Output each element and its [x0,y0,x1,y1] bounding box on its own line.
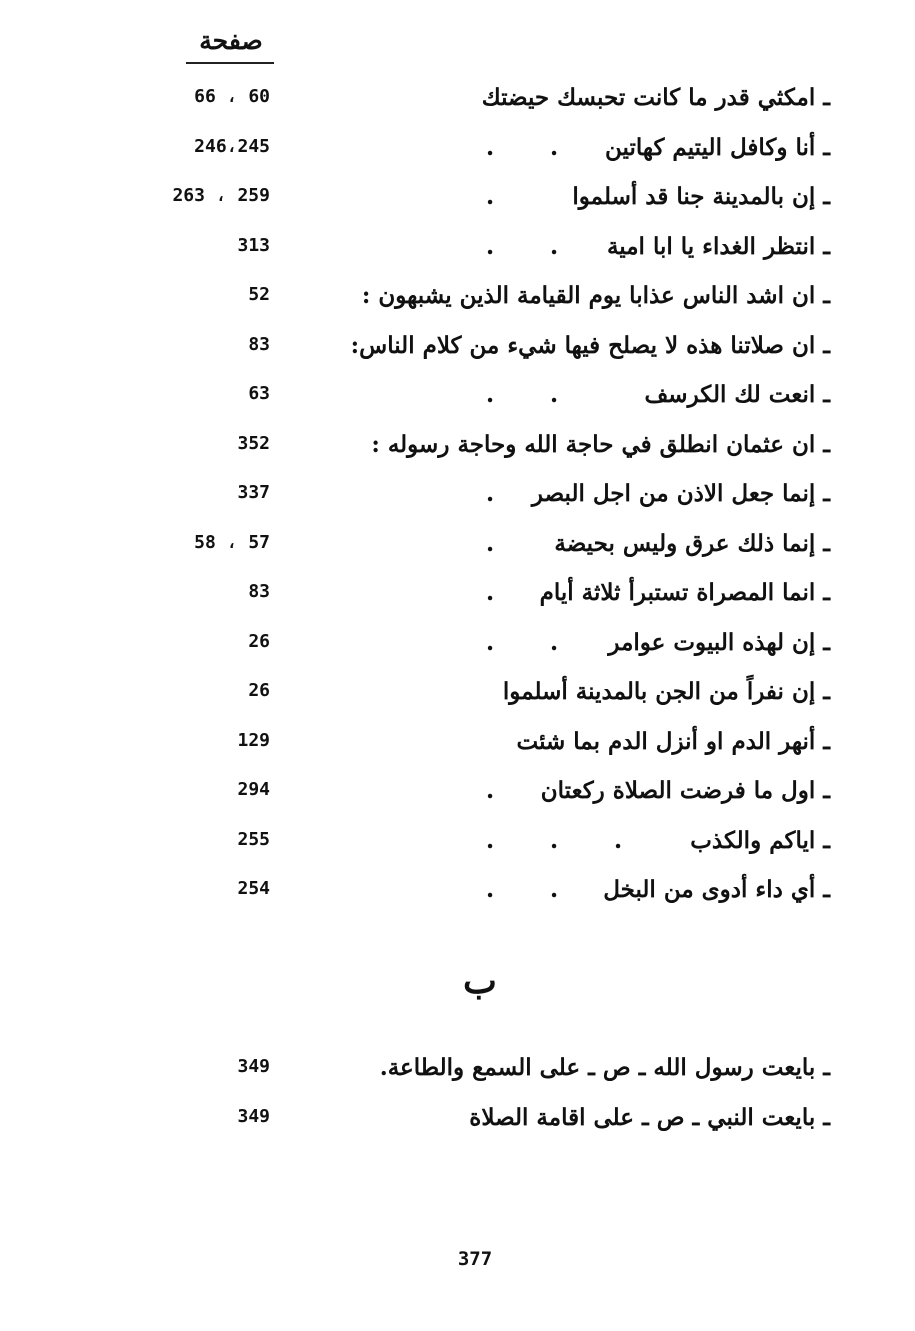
entry-text: ـ انما المصراة تستبرأ ثلاثة أيام [539,579,830,606]
index-entry [170,474,830,524]
index-entry [170,821,830,871]
entry-text: ـ ان صلاتنا هذه لا يصلح فيها شيء من كلام الناس: [350,331,830,359]
entry-text: ـ أنا وكافل اليتيم كهاتين [605,133,830,161]
entry-page-ref: 263 ، 259 [172,185,270,206]
index-entry [170,425,830,475]
entry-text: ـ إن بالمدينة جنا قد أسلموا [572,183,830,210]
index-entry [170,177,830,227]
index-entry [170,326,830,376]
index-entry [170,623,830,673]
entry-text: ـ إن نفراً من الجن بالمدينة أسلموا [502,678,830,705]
entry-page-ref: 255 [237,828,270,850]
index-entry [170,1098,830,1148]
entry-page-ref: 26 [248,630,270,652]
leader-dots: .. [485,131,559,161]
entry-page-ref: 294 [237,779,270,800]
header-underline [186,62,274,64]
entry-page-ref: 63 [248,383,270,404]
index-entry [170,722,830,772]
leader-dots: .. [485,626,559,656]
entry-text: ـ أي داء أدوى من البخل [603,876,830,903]
entry-text: ـ اول ما فرضت الصلاة ركعتان [540,777,830,804]
index-entry [170,1048,830,1098]
entry-text: ـ ان عثمان انطلق في حاجة الله وحاجة رسوله : [371,430,830,458]
leader-dots: .. [485,379,559,408]
index-entry [170,78,830,128]
leader-dots: . [485,527,495,557]
leader-dots: . [485,775,495,804]
leader-dots: ... [485,824,623,854]
entry-page-ref: 254 [237,878,270,899]
leader-dots: .. [485,874,559,903]
entry-text: ـ إنما ذلك عرق وليس بحيضة [554,529,830,557]
entry-page-ref: 58 ، 57 [194,531,270,553]
entry-text: ـ إن لهذه البيوت عوامر [608,628,830,656]
entry-text: ـ أنهر الدم او أنزل الدم بما شئت [516,727,830,755]
index-entry [170,276,830,326]
index-entry [170,870,830,920]
entry-page-ref: 52 [248,284,270,305]
index-entries [170,78,830,920]
page-column-header: صفحة [199,26,263,55]
index-entry [170,128,830,178]
entry-page-ref: 66 ، 60 [194,86,270,107]
entry-page-ref: 349 [237,1056,270,1077]
index-entry [170,375,830,425]
index-entry [170,672,830,722]
entry-text: ـ اياكم والكذب [690,826,830,854]
entry-page-ref: 26 [248,680,270,701]
leader-dots: . [485,181,495,210]
index-entry [170,524,830,574]
entry-text: ـ امكثي قدر ما كانت تحبسك حيضتك [481,84,830,111]
entry-page-ref: 337 [237,482,270,503]
entry-text: ـ انتظر الغداء يا ابا امية [606,232,830,260]
leader-dots: . [485,478,495,507]
entry-page-ref: 246،245 [194,135,270,157]
entry-page-ref: 83 [248,333,270,355]
entry-text: ـ ان اشد الناس عذابا يوم القيامة الذين يشبهون : [361,282,830,309]
leader-dots: .. [485,230,559,260]
index-entry [170,227,830,277]
entry-text: ـ بايعت النبي ـ ص ـ على اقامة الصلاة [469,1103,830,1131]
index-entry [170,573,830,623]
section-letter-heading: ب [463,960,497,1002]
entry-page-ref: 349 [237,1105,270,1127]
entry-text: ـ إنما جعل الاذن من اجل البصر [531,480,830,507]
entry-text: ـ انعت لك الكرسف [644,381,830,408]
leader-dots: . [485,577,495,606]
entry-text: ـ بايعت رسول الله ـ ص ـ على السمع والطاعة. [379,1054,830,1081]
page-number: 377 [457,1248,493,1270]
entry-page-ref: 83 [248,581,270,602]
entry-page-ref: 352 [237,432,270,454]
index-entry [170,771,830,821]
entry-page-ref: 129 [237,729,270,751]
entry-page-ref: 313 [237,234,270,256]
index-entries-section-b [170,1048,830,1147]
